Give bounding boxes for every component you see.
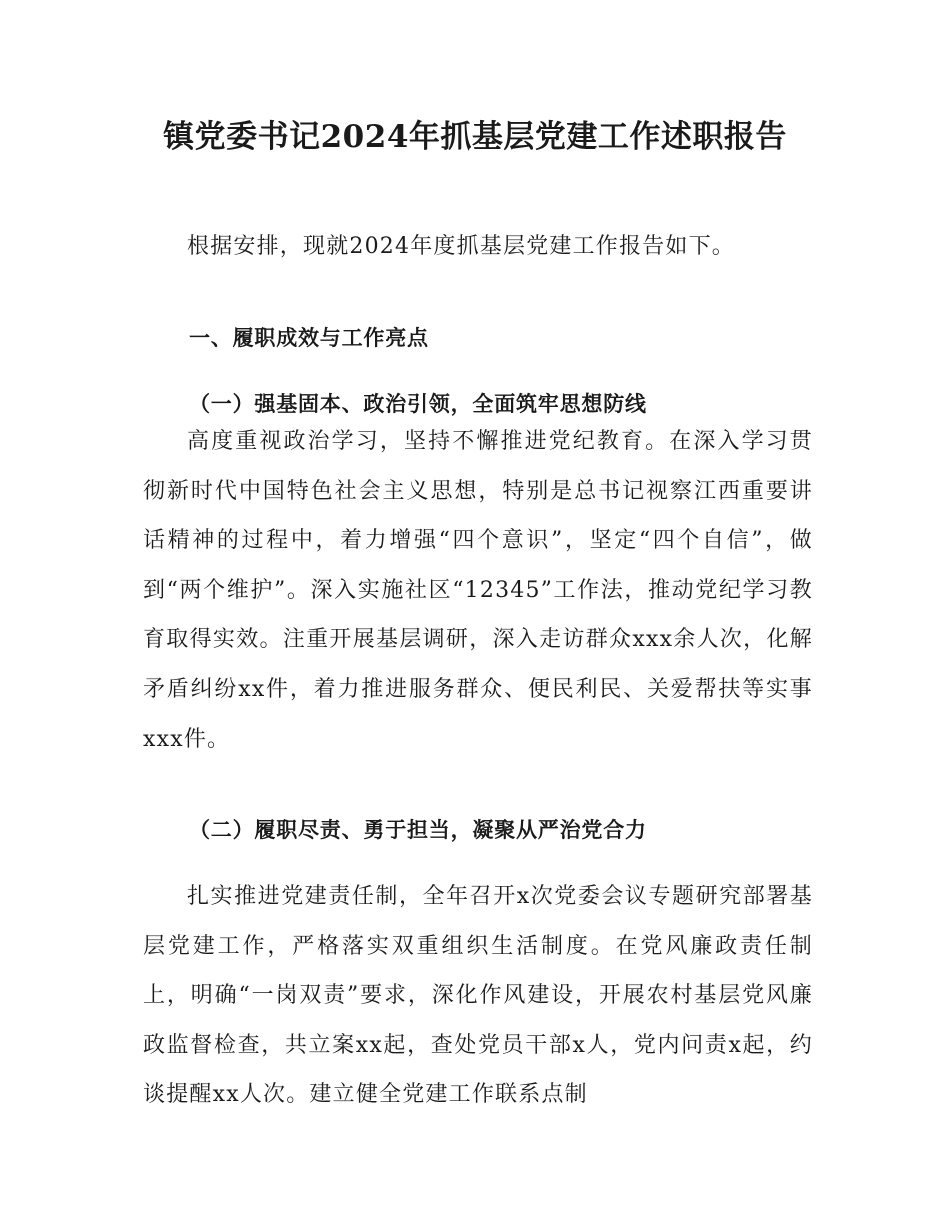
subsection-2-body-block: [143, 872, 813, 1120]
section-heading-1: 一、履职成效与工作亮点: [189, 326, 429, 350]
intro-paragraph: 根据安排，现就2024年度抓基层党建工作报告如下。: [187, 234, 735, 259]
intro-paragraph-block: [143, 222, 813, 272]
subsection-1-paragraph: 高度重视政治学习，坚持不懈推进党纪教育。在深入学习贯彻新时代中国特色社会主义思想，特别是总书记视察江西重要讲话精神的过程中，着力增强“四个意识”，坚定“四个自信”，做到“两个维护”。深入实施社区“12345”工作法，推动党纪学习教育取得实效。注重开展基层调研，深入走访群众xxx余人次，化解矛盾纠纷xx件，着力推进服务群众、便民利民、关爱帮扶等实事xxx件。: [143, 429, 813, 752]
subsection-heading-2: （二）履职尽责、勇于担当，凝聚从严治党合力: [189, 818, 647, 842]
subsection-1-body-block: [143, 417, 813, 764]
document-title: 镇党委书记2024年抓基层党建工作述职报告: [163, 119, 787, 155]
subsection-2-paragraph: 扎实推进党建责任制，全年召开x次党委会议专题研究部署基层党建工作，严格落实双重组织生活制度。在党风廉政责任制上，明确“一岗双责”要求，深化作风建设，开展农村基层党风廉政监督检查，共立案xx起，查处党员干部x人，党内问责x起，约谈提醒xx人次。建立健全党建工作联系点制: [143, 884, 813, 1108]
subsection-heading-1: （一）强基固本、政治引领，全面筑牢思想防线: [189, 392, 647, 416]
